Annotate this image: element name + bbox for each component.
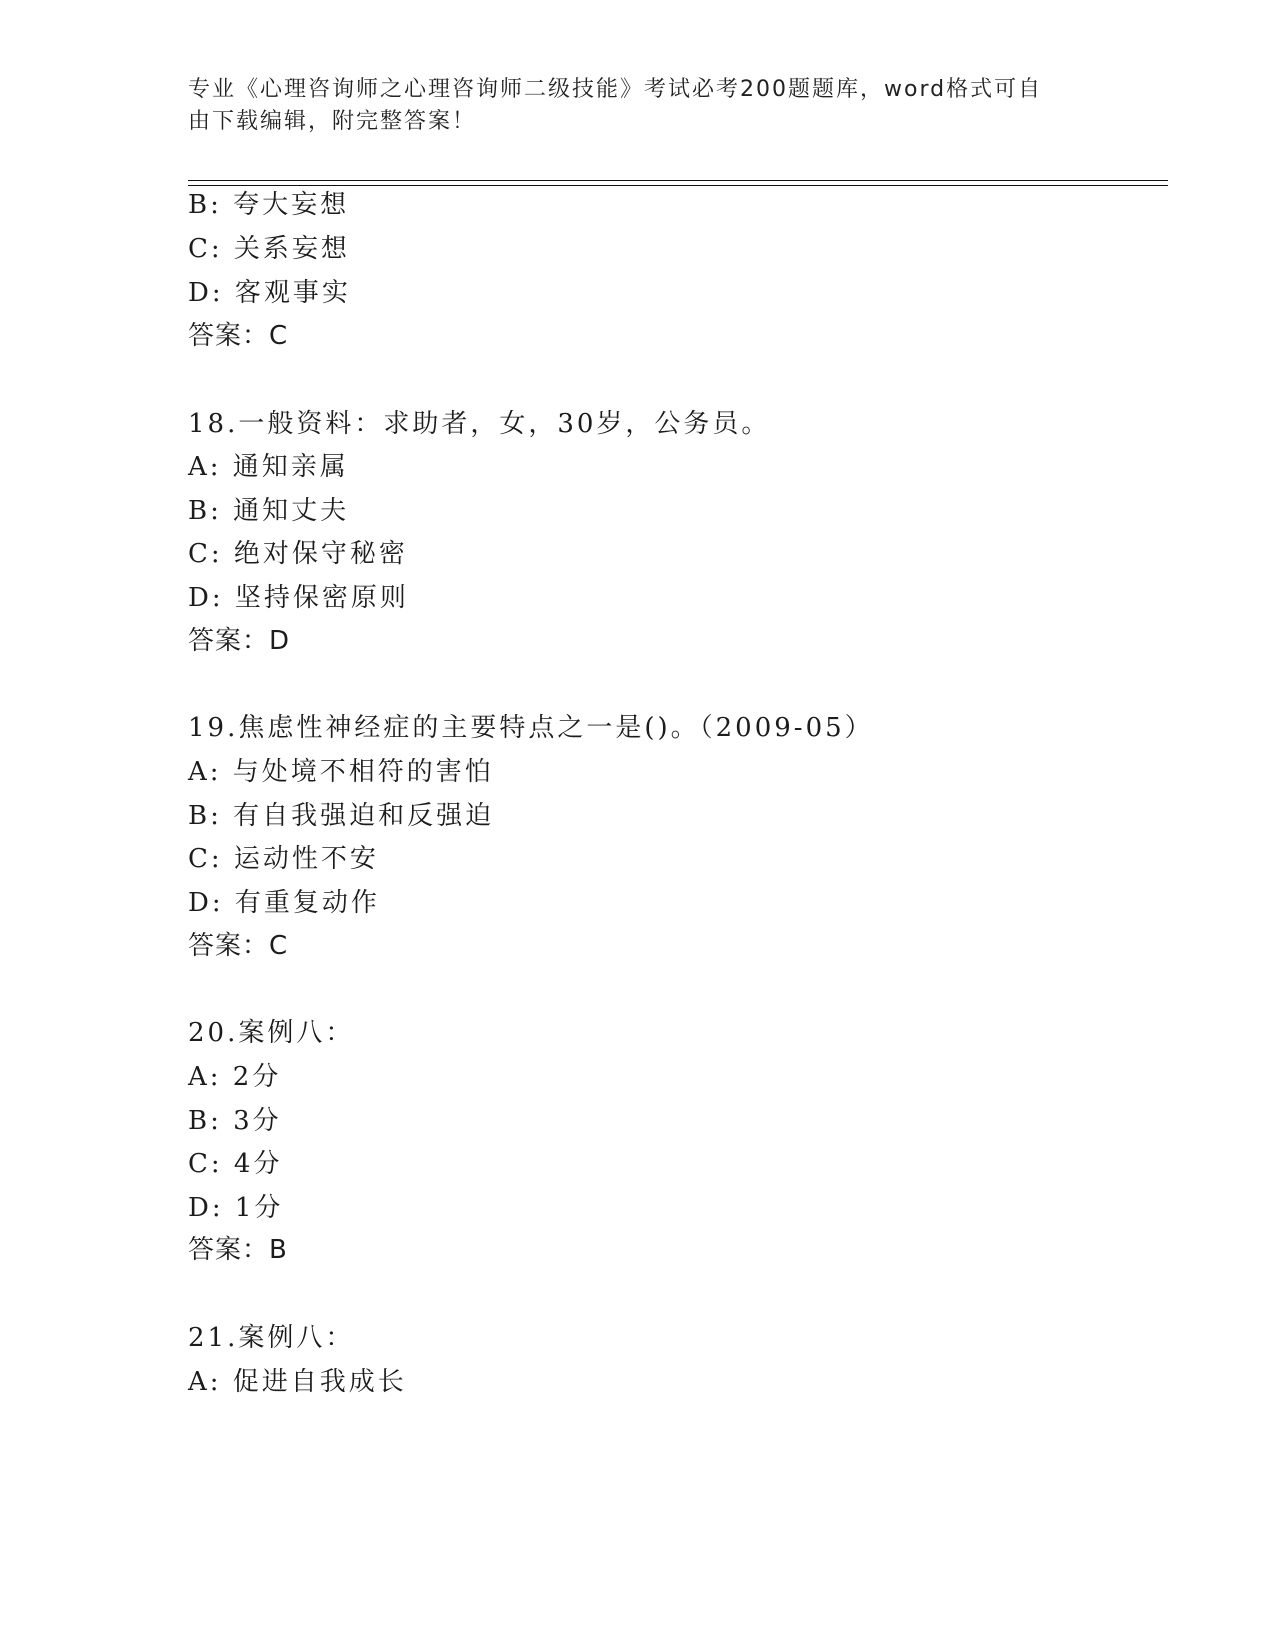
header-divider-top [188, 180, 1168, 181]
header-line-1: 专业《心理咨询师之心理咨询师二级技能》考试必考200题题库，word格式可自 [188, 77, 1043, 102]
option-a: A: 2分 [188, 1062, 282, 1092]
option-d: D: 1分 [188, 1193, 284, 1223]
question-21: 21.案例八： [188, 1323, 355, 1353]
header-divider-bottom [188, 185, 1168, 186]
option-b: B: 有自我强迫和反强迫 [188, 801, 495, 831]
document-header [188, 74, 1068, 138]
option-b: B: 通知丈夫 [188, 496, 350, 526]
answer-line: 答案：C [188, 931, 289, 961]
option-d: D: 有重复动作 [188, 888, 380, 918]
option-c: C: 绝对保守秘密 [188, 539, 408, 569]
answer-line: 答案：B [188, 1235, 288, 1265]
option-a: A: 与处境不相符的害怕 [188, 757, 494, 787]
option-d: D: 客观事实 [188, 278, 351, 308]
question-19: 19.焦虑性神经症的主要特点之一是()。（2009-05） [188, 713, 874, 743]
answer-line: 答案：C [188, 321, 289, 351]
question-20: 20.案例八： [188, 1018, 355, 1048]
answer-line: 答案：D [188, 626, 291, 656]
option-b: B: 夸大妄想 [188, 190, 350, 220]
option-b: B: 3分 [188, 1106, 282, 1136]
option-c: C: 关系妄想 [188, 234, 350, 264]
option-d: D: 坚持保密原则 [188, 583, 409, 613]
option-a: A: 促进自我成长 [188, 1367, 407, 1397]
question-18: 18.一般资料：求助者，女，30岁，公务员。 [188, 409, 771, 439]
option-c: C: 4分 [188, 1149, 283, 1179]
option-a: A: 通知亲属 [188, 452, 349, 482]
option-c: C: 运动性不安 [188, 844, 379, 874]
header-line-2: 由下载编辑，附完整答案！ [188, 109, 477, 134]
